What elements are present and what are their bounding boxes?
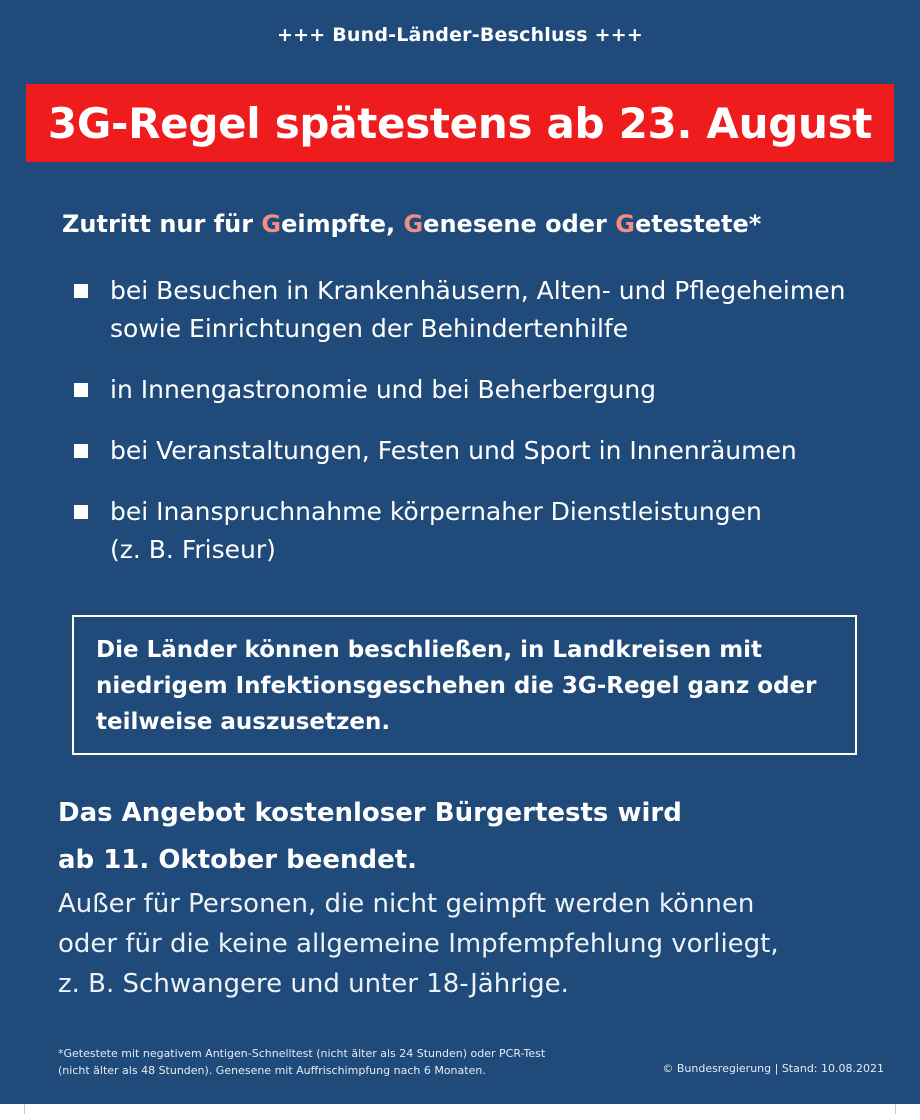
footnote-line: *Getestete mit negativem Antigen-Schnelltest (nicht älter als 24 Stunden) oder PCR-Test [58, 1047, 546, 1060]
footnote [58, 1045, 658, 1079]
states-notice-box [72, 615, 857, 755]
list-item [74, 493, 894, 569]
list-item-line: bei Veranstaltungen, Festen und Sport in Innenräumen [110, 436, 797, 465]
list-item-line: bei Besuchen in Krankenhäusern, Alten- und Pflegeheimen [110, 276, 846, 305]
tests-exceptions-text [58, 884, 888, 1004]
tests-body-line: Außer für Personen, die nicht geimpft werden können [58, 889, 755, 919]
access-subheading [62, 210, 761, 238]
kicker-text: +++ Bund-Länder-Beschluss +++ [277, 24, 643, 46]
headline-title: 3G-Regel spätestens ab 23. August [47, 98, 873, 148]
subhead-part: enesene oder [423, 210, 616, 238]
list-item-line: in Innengastronomie und bei Beherbergung [110, 375, 657, 404]
tests-heading-line: Das Angebot kostenloser Bürgertests wird [58, 798, 682, 828]
list-item-line: bei Inanspruchnahme körpernaher Dienstleistungen [110, 497, 762, 526]
list-item [74, 272, 894, 348]
square-bullet-icon [74, 383, 88, 397]
list-item [74, 432, 894, 470]
rules-list [74, 272, 894, 592]
subhead-g-highlight: G [261, 210, 282, 238]
subhead-g-highlight: G [615, 210, 635, 238]
list-item [74, 371, 894, 409]
subhead-part: etestete* [634, 210, 762, 238]
subhead-part: eimpfte, [281, 210, 404, 238]
strip-edge [24, 1104, 896, 1114]
source-credit: © Bundesregierung | Stand: 10.08.2021 [662, 1062, 884, 1075]
list-item-line: (z. B. Friseur) [110, 535, 276, 564]
subhead-g-highlight: G [403, 210, 424, 238]
notice-line: teilweise auszusetzen. [96, 709, 391, 735]
notice-line: niedrigem Infektionsgeschehen die 3G-Regel ganz oder [96, 673, 817, 699]
tests-body-line: z. B. Schwangere und unter 18-Jährige. [58, 969, 569, 999]
headline-banner [26, 84, 894, 162]
list-item-line: sowie Einrichtungen der Behindertenhilfe [110, 314, 629, 343]
bottom-strip [0, 1104, 920, 1120]
square-bullet-icon [74, 284, 88, 298]
footnote-line: (nicht älter als 48 Stunden). Genesene mit Auffrischimpfung nach 6 Monaten. [58, 1064, 486, 1077]
tests-heading [58, 790, 878, 884]
square-bullet-icon [74, 444, 88, 458]
subhead-part: Zutritt nur für [62, 210, 262, 238]
square-bullet-icon [74, 505, 88, 519]
tests-body-line: oder für die keine allgemeine Impfempfehlung vorliegt, [58, 929, 779, 959]
tests-heading-line: ab 11. Oktober beendet. [58, 845, 418, 875]
notice-line: Die Länder können beschließen, in Landkreisen mit [96, 637, 763, 663]
